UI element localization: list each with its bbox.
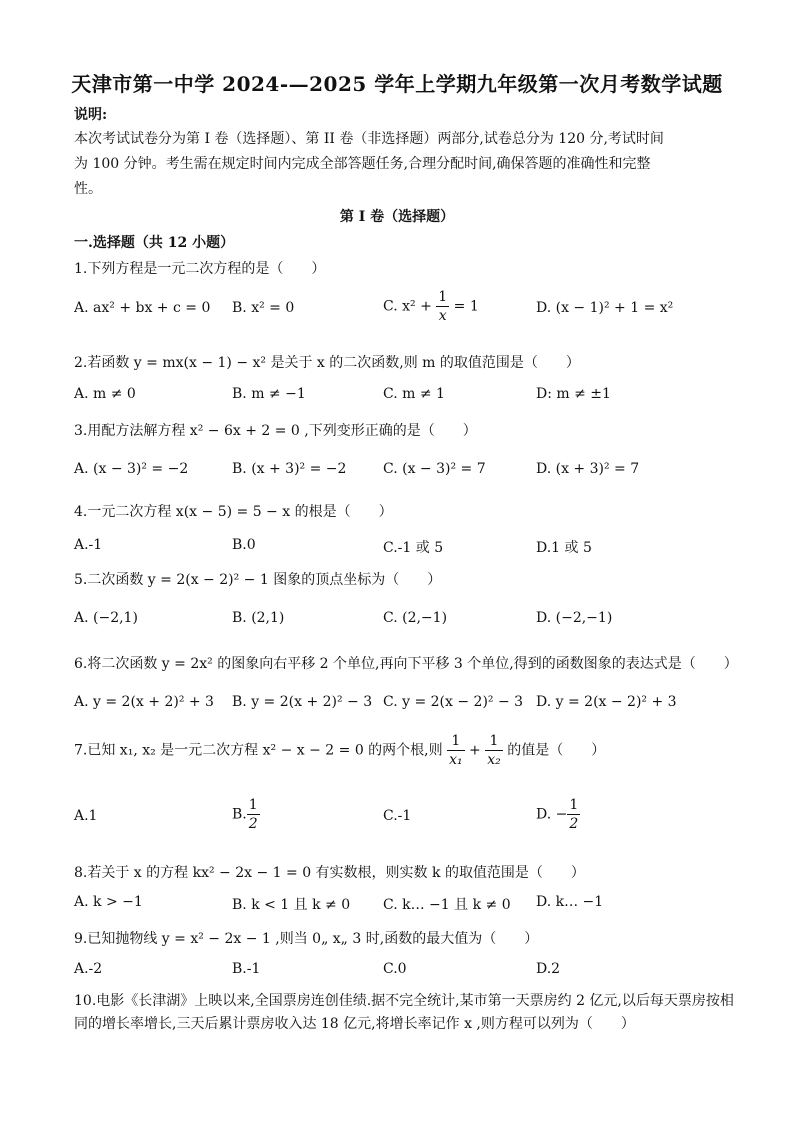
question-3-option-c: C. (x − 3)² = 7 [383, 461, 486, 477]
question-10-stem-line-2: 同的增长率增长,三天后累计票房收入达 18 亿元,将增长率记作 x ,则方程可以列为（ ） [74, 1016, 635, 1032]
question-7-option-b [232, 796, 260, 833]
instructions-heading: 说明: [74, 107, 108, 123]
fraction-denominator: x₂ [487, 752, 501, 768]
question-7-stem [74, 732, 605, 769]
plus-sign: + [464, 742, 486, 759]
fraction-numerator: 1 [248, 797, 258, 813]
question-1-option-c [383, 288, 479, 325]
question-8-option-b: B. k < 1 且 k ≠ 0 [232, 897, 351, 913]
question-3-option-d: D. (x + 3)² = 7 [536, 461, 640, 477]
question-8-stem: 8.若关于 x 的方程 kx² − 2x − 1 = 0 有实数根，则实数 k 的取值范围是（ ） [74, 865, 585, 881]
question-9-option-b: B.-1 [232, 961, 261, 977]
question-7-option-c: C.-1 [383, 808, 412, 824]
question-1-option-b: B. x² = 0 [232, 300, 295, 316]
instructions-line-3: 性。 [74, 181, 102, 197]
question-10-stem-line-1: 10.电影《长津湖》上映以来,全国票房连创佳绩.据不完全统计,某市第一天票房约 2 亿元,以后每天票房按相 [74, 993, 734, 1009]
question-5-option-a: A. (−2,1) [74, 610, 138, 626]
option-c-text: C. x² + [383, 298, 437, 315]
section-title: 一.选择题（共 12 小题） [74, 235, 235, 251]
option-c-tail: = 1 [449, 298, 479, 315]
option-d-text: D. − [536, 806, 568, 823]
question-4-stem: 4.一元二次方程 x(x − 5) = 5 − x 的根是（ ） [74, 504, 393, 520]
question-4-option-a: A.-1 [74, 537, 103, 553]
question-2-option-b: B. m ≠ −1 [232, 386, 306, 402]
question-7-stem-pre: 7.已知 x₁, x₂ 是一元二次方程 x² − x − 2 = 0 的两个根,则 [74, 742, 448, 759]
question-2-stem: 2.若函数 y = mx(x − 1) − x² 是关于 x 的二次函数,则 m 的取值范围是（ ） [74, 355, 580, 371]
question-7-option-d [536, 796, 580, 833]
fraction-denominator: 2 [569, 816, 579, 832]
question-3-option-b: B. (x + 3)² = −2 [232, 461, 347, 477]
fraction-numerator: 1 [569, 797, 579, 813]
question-8-option-a: A. k > −1 [74, 894, 143, 910]
question-5-option-d: D. (−2,−1) [536, 610, 613, 626]
instructions-line-1: 本次考试试卷分为第 I 卷（选择题）、第 II 卷（非选择题）两部分,试卷总分为 120 分,考试时间 [74, 131, 664, 147]
question-6-option-c: C. y = 2(x − 2)² − 3 [383, 694, 524, 710]
fraction-one-over-x1 [447, 732, 465, 769]
question-8-option-d: D. k… −1 [536, 894, 604, 910]
question-1-option-d: D. (x − 1)² + 1 = x² [536, 300, 674, 316]
question-6-option-b: B. y = 2(x + 2)² − 3 [232, 694, 373, 710]
question-3-option-a: A. (x − 3)² = −2 [74, 461, 189, 477]
question-4-option-c: C.-1 或 5 [383, 540, 444, 556]
question-3-stem: 3.用配方法解方程 x² − 6x + 2 = 0 ,下列变形正确的是（ ） [74, 423, 477, 439]
option-b-text: B. [232, 806, 247, 823]
question-9-option-d: D.2 [536, 961, 561, 977]
exam-title: 天津市第一中学 2024-—2025 学年上学期九年级第一次月考数学试题 [71, 72, 723, 96]
question-1-stem: 1.下列方程是一元二次方程的是（ ） [74, 261, 326, 277]
fraction-one-half [567, 796, 580, 833]
fraction-numerator: 1 [447, 732, 465, 751]
question-9-stem: 9.已知抛物线 y = x² − 2x − 1 ,则当 0„ x„ 3 时,函数的最大值为（ ） [74, 931, 539, 947]
fraction-denominator: 2 [248, 816, 258, 832]
fraction-numerator: 1 [438, 289, 448, 305]
question-6-option-a: A. y = 2(x + 2)² + 3 [74, 694, 214, 710]
question-5-stem: 5.二次函数 y = 2(x − 2)² − 1 图象的顶点坐标为（ ） [74, 572, 442, 588]
question-4-option-b: B.0 [232, 537, 256, 553]
fraction-denominator: x₁ [449, 752, 463, 768]
question-8-option-c: C. k… −1 且 k ≠ 0 [383, 897, 511, 913]
question-9-option-a: A.-2 [74, 961, 103, 977]
question-2-option-a: A. m ≠ 0 [74, 386, 136, 402]
question-1-option-a: A. ax² + bx + c = 0 [74, 300, 211, 316]
question-2-option-d: D: m ≠ ±1 [536, 386, 611, 402]
question-5-option-b: B. (2,1) [232, 610, 285, 626]
fraction-one-half [247, 796, 260, 833]
question-7-option-a: A.1 [74, 808, 98, 824]
instructions-line-2: 为 100 分钟。考生需在规定时间内完成全部答题任务,合理分配时间,确保答题的准确性和完整 [74, 156, 651, 172]
question-9-option-c: C.0 [383, 961, 407, 977]
part-title: 第 I 卷（选择题） [339, 209, 455, 225]
fraction-denominator: x [438, 308, 447, 324]
question-2-option-c: C. m ≠ 1 [383, 386, 445, 402]
question-6-stem: 6.将二次函数 y = 2x² 的图象向右平移 2 个单位,再向下平移 3 个单位,得到的函数图象的表达式是（ ） [74, 656, 738, 672]
fraction-one-over-x [436, 288, 449, 325]
fraction-one-over-x2 [485, 732, 503, 769]
question-5-option-c: C. (2,−1) [383, 610, 448, 626]
question-7-stem-post: 的值是（ ） [502, 742, 606, 759]
question-4-option-d: D.1 或 5 [536, 540, 592, 556]
fraction-numerator: 1 [485, 732, 503, 751]
question-6-option-d: D. y = 2(x − 2)² + 3 [536, 694, 677, 710]
